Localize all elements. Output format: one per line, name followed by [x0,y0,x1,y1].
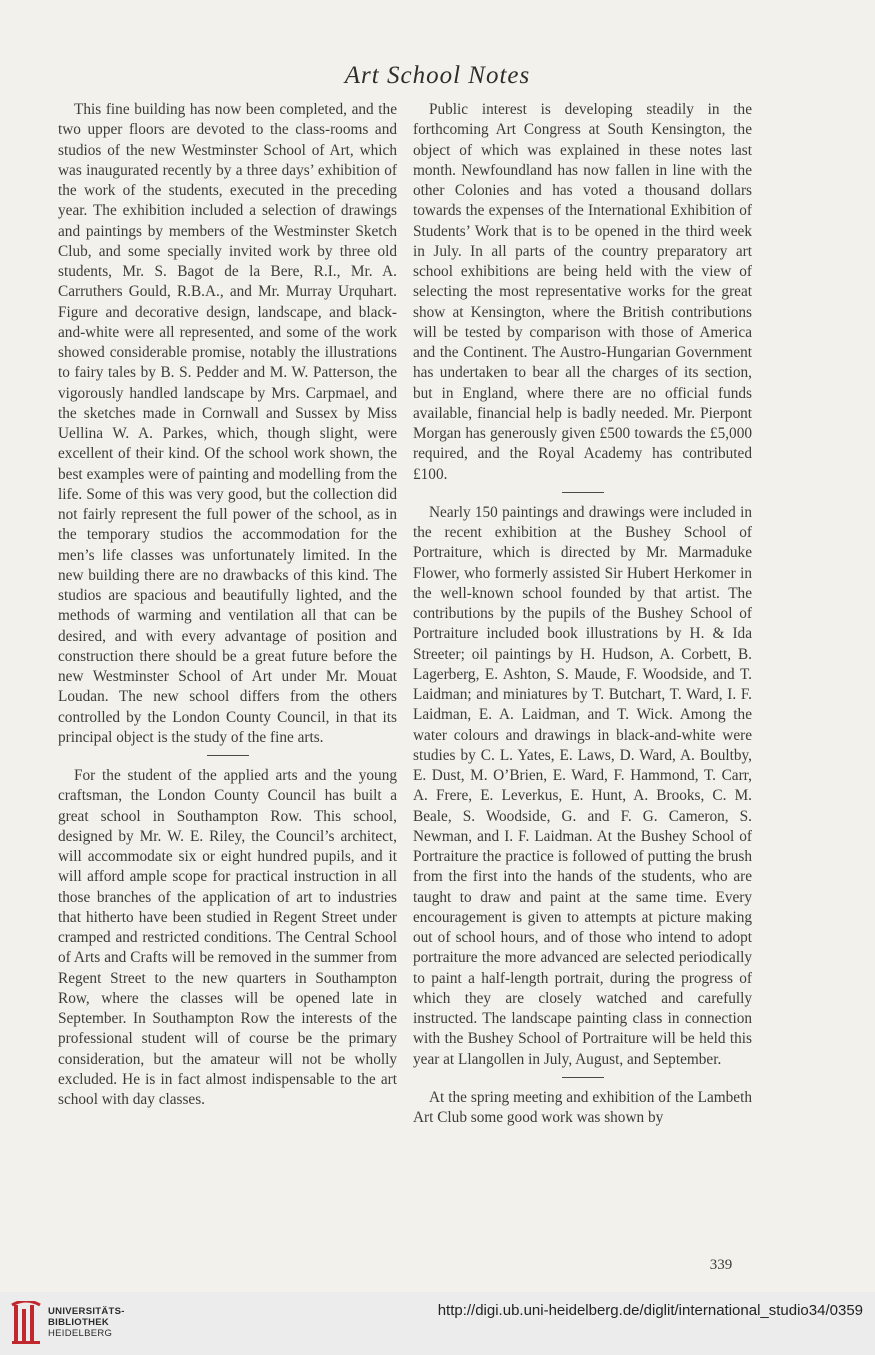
section-divider [207,755,249,756]
heidelberg-library-logo-icon [10,1301,42,1347]
library-name [48,1306,125,1339]
section-divider [562,492,604,493]
source-url-link[interactable]: http://digi.ub.uni-heidelberg.de/diglit/international_studio34/0359 [437,1302,863,1319]
paragraph: For the student of the applied arts and the young craftsman, the London County Council has built a great school in Southampton Row. This school, designed by Mr. W. E. Riley, the Council’s architect, will accommodate six or eight hundred pupils, and it will afford ample scope for practical instruction in all those branches of the application of art to industries that hitherto have been studied in Regent Street under cramped and restricted conditions. The Central School of Arts and Crafts will be removed in the summer from Regent Street to the new quarters in Southampton Row, where the classes will be opened late in September. In Southampton Row the interests of the professional student will of course be the primary consideration, but the amateur will not be wholly excluded. He is in fact almost indispensable to the art school with day classes. [58,767,397,1108]
right-column [413,100,752,1128]
paragraph: Nearly 150 paintings and drawings were included in the recent exhibition at the Bushey School of Portraiture, which is directed by Mr. Marmaduke Flower, who formerly assisted Sir Hubert Herkomer in the well-known school founded by that artist. The contributions by the pupils of the Bushey School of Portraiture included book illustrations by H. & Ida Streeter; oil paintings by H. Hudson, A. Corbett, B. Lagerberg, E. Ashton, S. Maude, F. Woodside, and T. Laidman; and miniatures by T. Butchart, T. Ward, I. F. Laidman, E. A. Laidman, and T. Wick. Among the water colours and drawings in black-and-white were studies by C. L. Yates, E. Laws, D. Ward, A. Boultby, E. Dust, M. O’Brien, E. Ward, F. Hammond, T. Carr, A. Frere, E. Leverkus, E. Hunt, A. Brooks, C. M. Beale, S. Woodside, G. and F. G. Cameron, S. Newman, and I. F. Laidman. At the Bushey School of Portraiture the practice is followed of putting the brush from the first into the hands of the students, who are taught to draw and paint at the same time. Every encouragement is given to attempts at picture making out of school hours, and of those who intend to adopt portraiture the more advanced are selected periodically to paint a half-length portrait, during the progress of which they are closely watched and carefully instructed. The landscape painting class in connection with the Bushey School of Portraiture will be held this year at Llangollen in July, August, and September. [413,503,752,1068]
library-name-line: UNIVERSITÄTS- [48,1306,125,1317]
page-number: 339 [709,1257,733,1273]
paragraph: At the spring meeting and exhibition of the Lambeth Art Club some good work was shown by [413,1088,752,1126]
library-name-line: HEIDELBERG [48,1328,113,1339]
page-title: Art School Notes [344,62,531,89]
section-divider [562,1077,604,1078]
footer-bar [0,1292,875,1355]
left-column [58,100,397,1110]
paragraph: Public interest is developing steadily in the forthcoming Art Congress at South Kensington, the object of which was explained in these notes last month. Newfoundland has now fallen in line with the other Colonies and has voted a thousand dollars towards the expenses of the International Exhibition of Students’ Work that is to be opened in the third week in July. In all parts of the country preparatory art school exhibitions are being held with the view of selecting the most representative works for the great show at Kensington, where the British contributions will be tested by comparison with those of America and the Continent. The Austro-Hungarian Government has undertaken to bear all the charges of its section, but in England, where there are no official funds available, financial help is badly needed. Mr. Pierpont Morgan has generously given £500 towards the £5,000 required, and the Royal Academy has contributed £100. [413,101,752,483]
paragraph: This fine building has now been completed, and the two upper floors are devoted to the class-rooms and studios of the new Westminster School of Art, which was inaugurated recently by a three days’ exhibition of the work of the students, executed in the preceding year. The exhibition included a selection of drawings and paintings by members of the Westminster Sketch Club, and some specially invited work by three old students, Mr. S. Bagot de la Bere, R.I., Mr. A. Carruthers Gould, R.B.A., and Mr. Murray Urquhart. Figure and decorative design, landscape, and black-and-white were all represented, and some of the work showed considerable promise, notably the illustrations to fairy tales by B. S. Pedder and M. W. Patterson, the vigorously handled landscape by Mrs. Carpmael, and the sketches made in Cornwall and Sussex by Miss Uellina W. A. Parkes, which, though slight, were excellent of their kind. Of the school work shown, the best examples were of painting and modelling from the life. Some of this was very good, but the collection did not fairly represent the full power of the school, as in the temporary studios the accommodation for the men’s life classes was unfortunately limited. In the new building there are no drawbacks of this kind. The studios are spacious and beautifully lighted, and the methods of warming and ventilation all that can be desired, and with every advantage of position and construction there should be a great future before the new Westminster School of Art under Mr. Mouat Loudan. The new school differs from the others controlled by the London County Council, in that its principal object is the study of the fine arts. [58,101,397,746]
library-name-line: BIBLIOTHEK [48,1317,110,1328]
